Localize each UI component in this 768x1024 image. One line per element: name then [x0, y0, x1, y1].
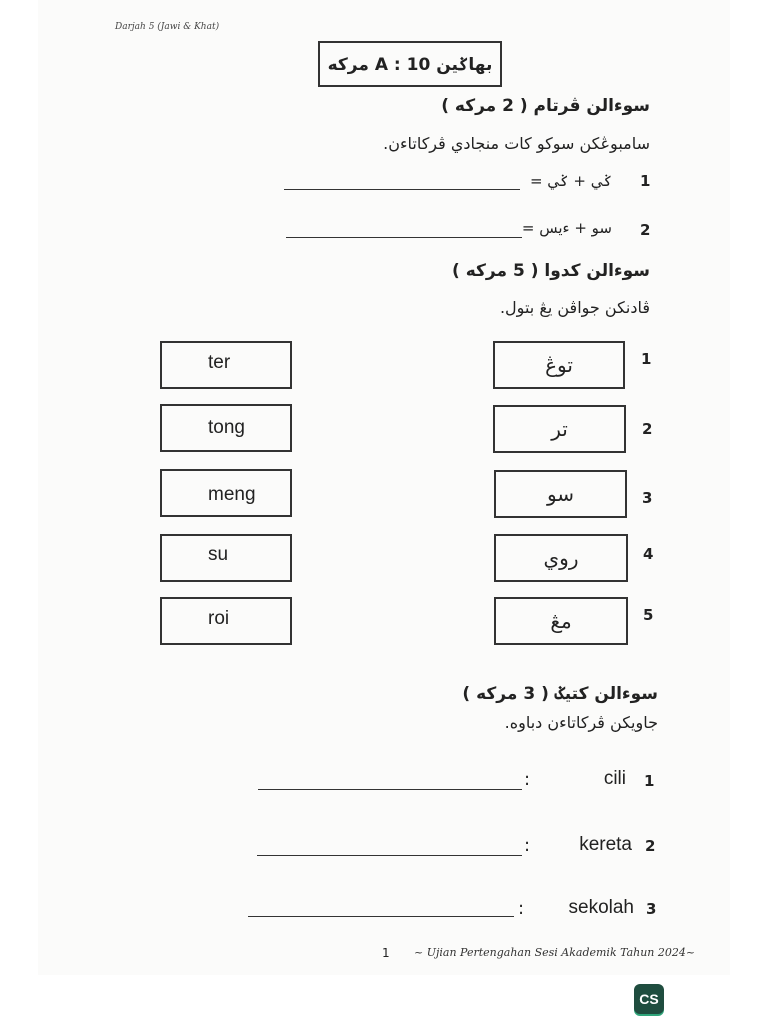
- q2-heading: سوءالن کدوا ( 5 مرکه ): [452, 261, 650, 281]
- match-left-box-2[interactable]: tong: [160, 404, 292, 452]
- footer-page-number: 1: [382, 946, 390, 960]
- match-right-number-3: 3: [642, 489, 653, 507]
- match-right-number-2: 2: [642, 420, 653, 438]
- q1-item-2-number: 2: [640, 221, 651, 239]
- match-right-number-4: 4: [643, 545, 654, 563]
- match-right-box-4[interactable]: روي: [494, 534, 628, 582]
- q1-item-1-answer-line[interactable]: [284, 189, 520, 190]
- match-right-box-1[interactable]: توڠ: [493, 341, 625, 389]
- q3-item-1-number: 1: [644, 772, 655, 790]
- match-left-box-5[interactable]: roi: [160, 597, 292, 645]
- section-title-box: بهاݢين A : 10 مرکه: [318, 41, 502, 87]
- q1-item-1-expression: ݢي + ݢي =: [529, 172, 612, 190]
- q3-item-3-word: sekolah: [568, 897, 634, 918]
- match-left-box-3[interactable]: meng: [160, 469, 292, 517]
- q3-item-3-answer-line[interactable]: [248, 916, 514, 917]
- q1-item-1-number: 1: [640, 172, 651, 190]
- q3-item-3-colon: :: [518, 898, 525, 919]
- q3-heading: سوءالن کتيݢ ( 3 مرکه ): [462, 684, 658, 704]
- q3-instruction: جاويکن ڤرکاتاءن دباوه.: [504, 713, 658, 732]
- camscanner-logo: CS: [634, 984, 664, 1014]
- q3-item-1-word: cili: [603, 768, 626, 789]
- match-right-number-5: 5: [643, 606, 654, 624]
- q3-item-3-number: 3: [646, 900, 657, 918]
- header-note: Darjah 5 (Jawi & Khat): [115, 22, 220, 32]
- q1-heading: سوءالن ڤرتام ( 2 مرکه ): [441, 96, 650, 116]
- match-right-box-2[interactable]: تر: [493, 405, 626, 453]
- match-right-number-1: 1: [641, 350, 652, 368]
- q2-instruction: ڤادنکن جواڤن يڠ بتول.: [499, 298, 650, 317]
- match-right-box-3[interactable]: سو: [494, 470, 627, 518]
- q3-item-2-answer-line[interactable]: [257, 855, 522, 856]
- q3-item-1-colon: :: [524, 769, 531, 790]
- q1-item-2-answer-line[interactable]: [286, 237, 522, 238]
- q1-instruction: سامبوڠکن سوکو کات منجادي ڤرکاتاءن.: [383, 134, 650, 153]
- q3-item-2-number: 2: [645, 837, 656, 855]
- match-left-box-4[interactable]: su: [160, 534, 292, 582]
- q3-item-2-colon: :: [524, 835, 531, 856]
- q1-item-2-expression: سو + ءيس =: [521, 219, 612, 237]
- match-right-box-5[interactable]: مڠ: [494, 597, 628, 645]
- match-left-box-1[interactable]: ter: [160, 341, 292, 389]
- q3-item-2-word: kereta: [579, 834, 632, 855]
- q3-item-1-answer-line[interactable]: [258, 789, 522, 790]
- footer-exam-title: ~ Ujian Pertengahan Sesi Akademik Tahun 2024~: [414, 946, 696, 959]
